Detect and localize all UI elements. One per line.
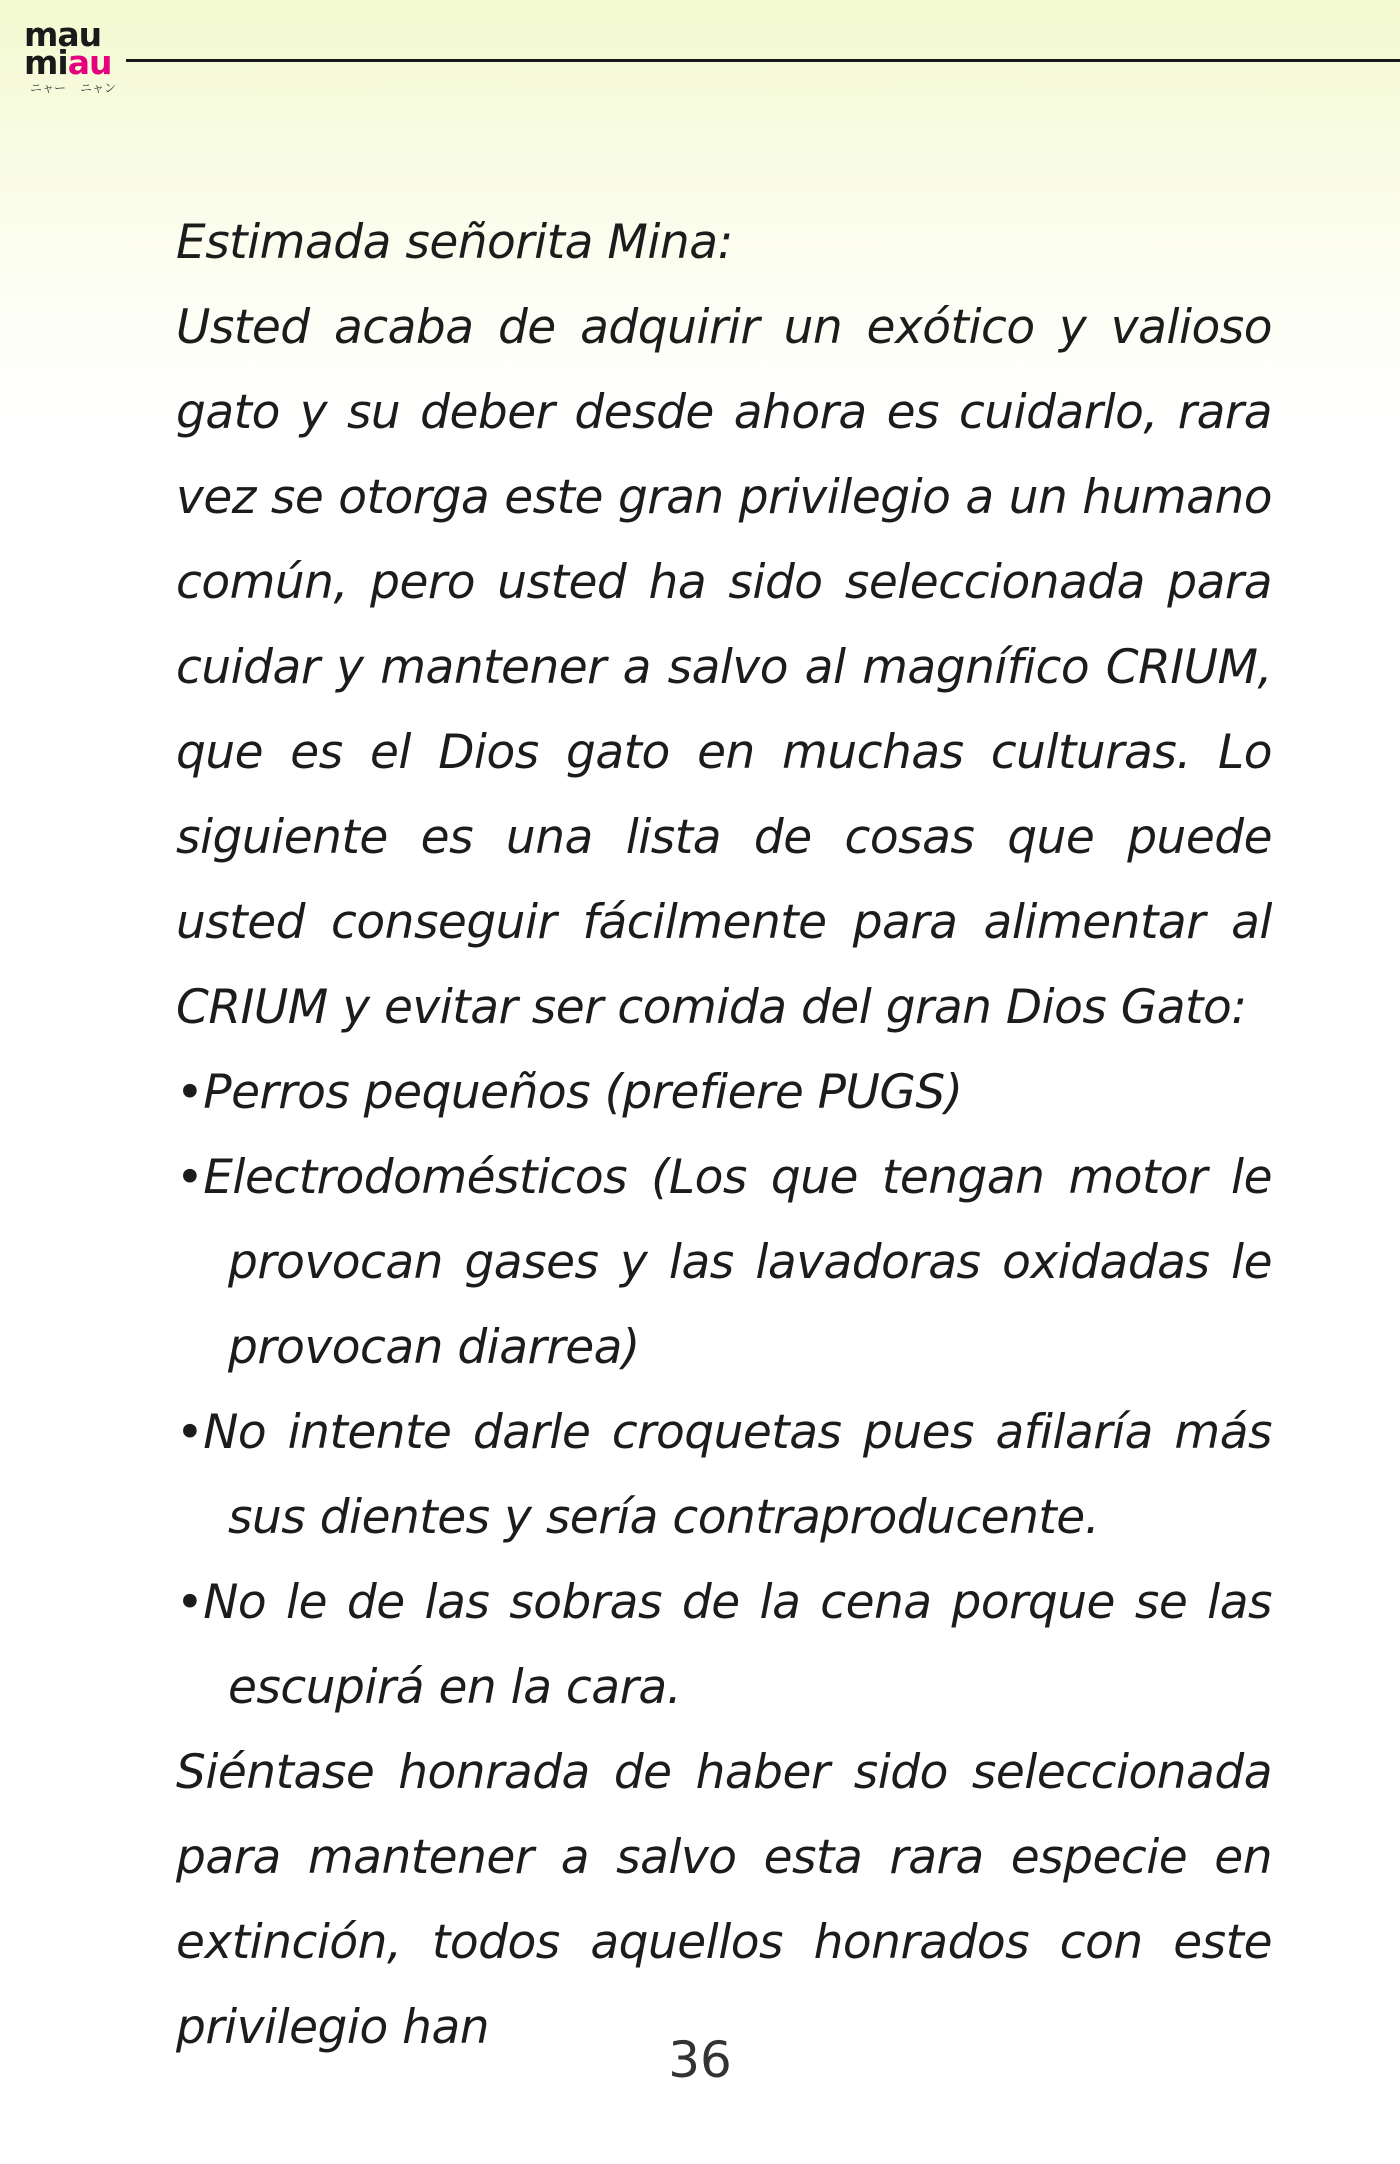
logo-subtitle-right: ニャン: [80, 81, 117, 95]
letter-paragraph-2: Siéntase honrada de haber sido seleccionada para mantener a salvo esta rara especie en extinción, todos aquellos honrados con este privilegio han: [176, 1745, 1272, 2055]
letter-body: [176, 200, 1272, 2070]
logo-text-top: mau: [24, 15, 102, 54]
list-item-kibble: •No intente darle croquetas pues afilaría más sus dientes y sería contraproducente.: [176, 1405, 1272, 1545]
page-header: [0, 0, 1400, 110]
list-item-leftovers: •No le de las sobras de la cena porque se las escupirá en la cara.: [176, 1575, 1272, 1715]
page-number: 36: [668, 2031, 732, 2089]
logo-text-bottom: miau: [24, 43, 112, 82]
logo-subtitle-left: ニャー: [30, 81, 67, 95]
letter-paragraph-1: Usted acaba de adquirir un exótico y valioso gato y su deber desde ahora es cuidarlo, rara vez se otorga este gran privilegio a un humano común, pero usted ha sido seleccionada para cuidar y mantener a salvo al magnífico CRIUM, que es el Dios gato en muchas culturas. Lo siguiente es una lista de cosas que puede usted conseguir fácilmente para alimentar al CRIUM y evitar ser comida del gran Dios Gato:: [176, 300, 1272, 1035]
header-rule: [126, 59, 1400, 62]
list-item-small-dogs: •Perros pequeños (prefiere PUGS): [176, 1065, 963, 1120]
list-item-appliances: •Electrodomésticos (Los que tengan motor le provocan gases y las lavadoras oxidadas le provocan diarrea): [176, 1150, 1272, 1375]
letter-greeting: Estimada señorita Mina:: [176, 215, 733, 270]
